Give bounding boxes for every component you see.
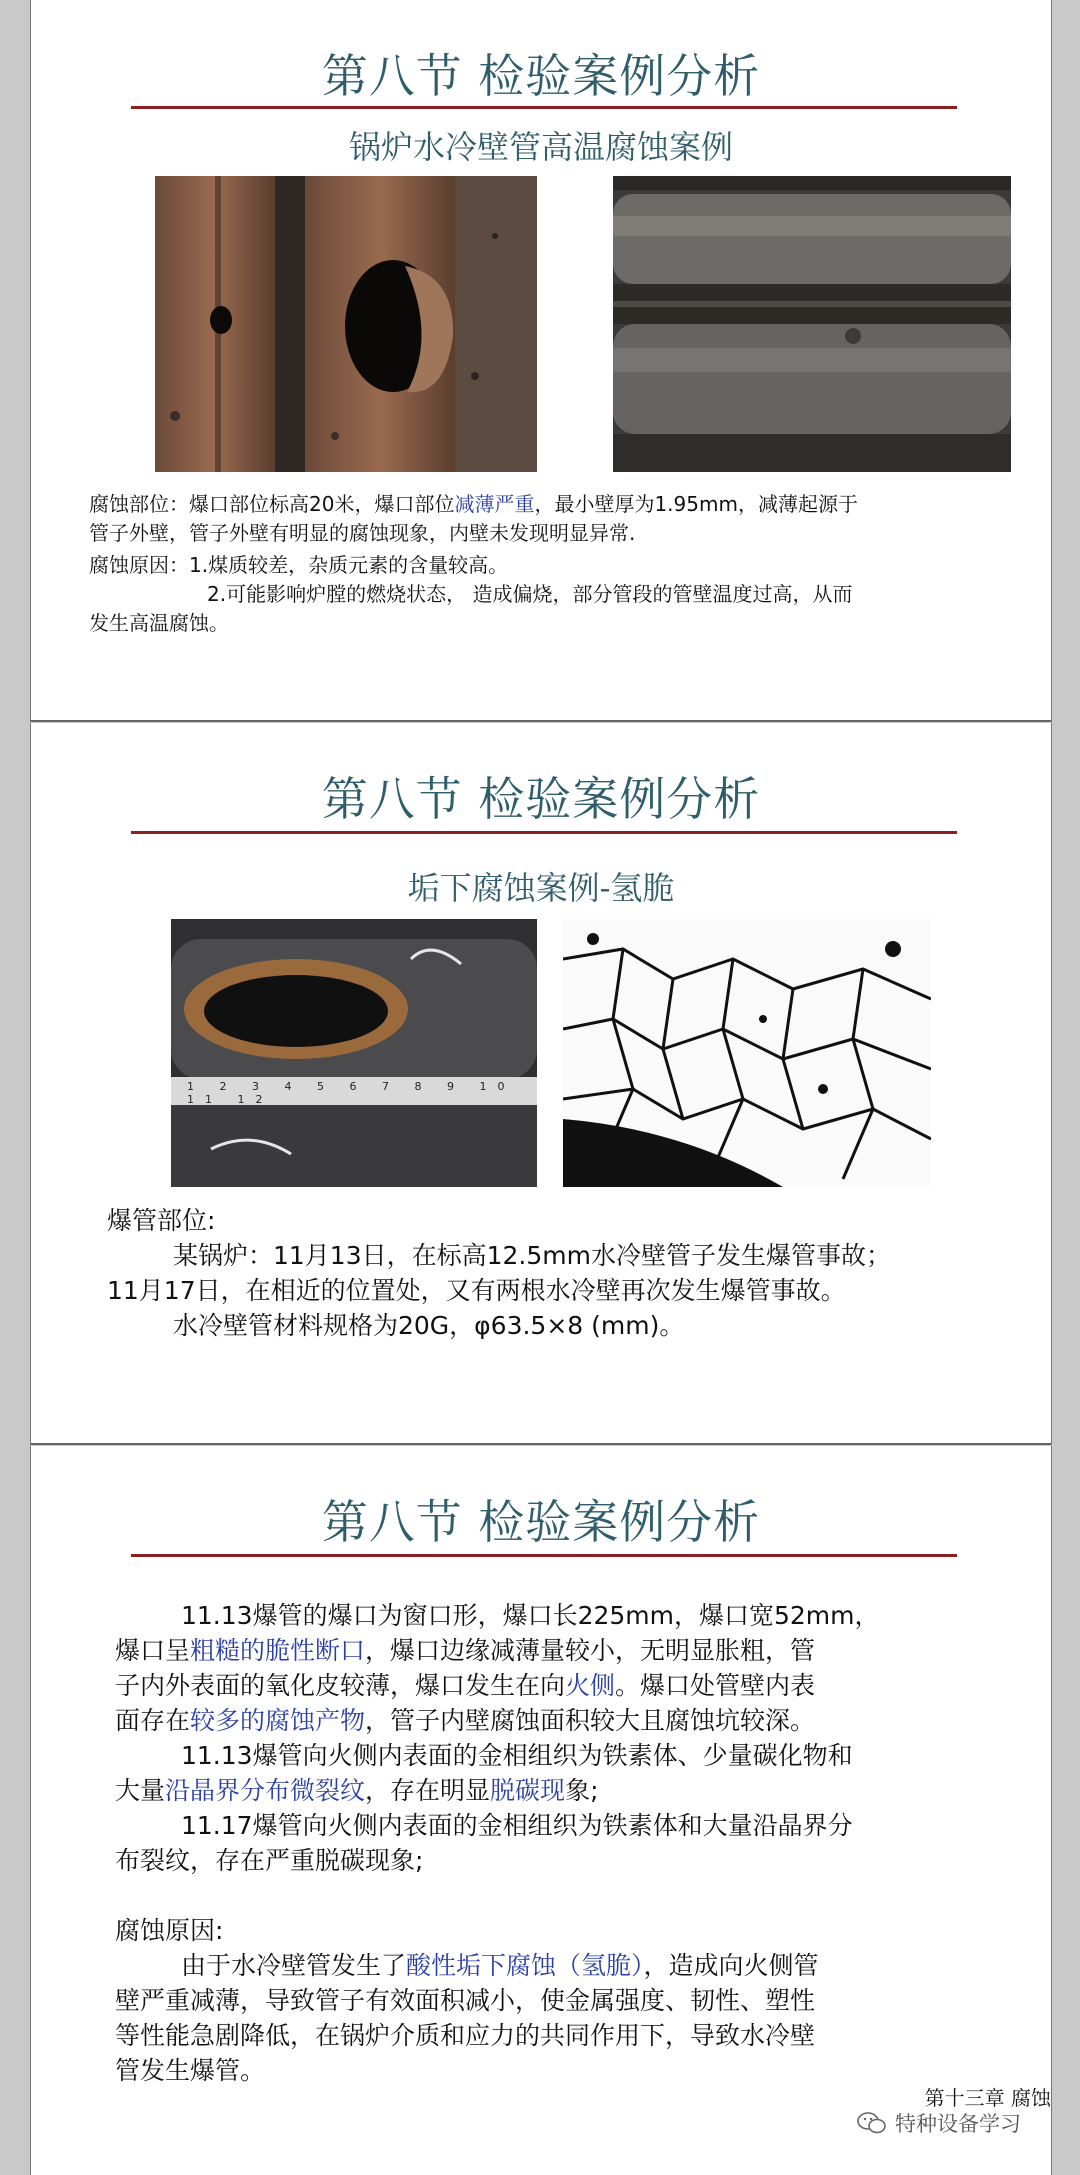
slide-title: 第八节 检验案例分析 — [321, 1495, 761, 1549]
cause-section — [115, 1913, 1035, 2088]
chapter-footer: 第十三章 腐蚀 — [924, 2086, 1051, 2110]
cause-line-d: 管发生爆管。 — [115, 2056, 266, 2085]
p1-c-post: 。爆口处管壁内表 — [615, 1671, 816, 1700]
corroded-tubes-photo — [613, 176, 1011, 472]
ruler-digits: 1 2 3 4 5 6 7 8 9 10 11 12 — [187, 1080, 516, 1106]
ruptured-tube-photo — [155, 176, 537, 472]
p3-line-b: 布裂纹，存在严重脱碳现象; — [115, 1846, 424, 1875]
p1-b-pre: 爆口呈 — [115, 1636, 191, 1665]
watermark-text: 特种设备学习 — [895, 2112, 1021, 2136]
p1-b-post: ，爆口边缘减薄量较小，无明显胀粗，管 — [365, 1636, 816, 1665]
p1-b-highlight: 粗糙的脆性断口 — [190, 1636, 366, 1665]
p2-line-b — [115, 1773, 1035, 1808]
p2-line-a: 11.13爆管向火侧内表面的金相组织为铁素体、少量碳化物和 — [181, 1741, 853, 1770]
loc-text-a: 腐蚀部位：爆口部位标高20米，爆口部位 — [89, 492, 455, 516]
corrosion-cause-text — [89, 551, 1039, 638]
cause-a-pre: 由于水冷壁管发生了 — [181, 1951, 407, 1980]
wechat-watermark — [857, 2108, 1021, 2138]
p1-line-a: 11.13爆管的爆口为窗口形，爆口长225mm，爆口宽52mm， — [181, 1601, 880, 1630]
p2-b-highlight: 沿晶界分布微裂纹 — [165, 1776, 366, 1805]
p1-line-b — [115, 1633, 1035, 1668]
p1-line-d — [115, 1703, 1035, 1738]
cause-a-post: ，造成向火侧管 — [643, 1951, 819, 1980]
slide-subtitle: 锅炉水冷壁管高温腐蚀案例 — [348, 128, 733, 166]
loc-text-c: 管子外壁，管子外壁有明显的腐蚀现象，内壁未发现明显异常. — [89, 521, 636, 545]
burst-line-2: 11月17日，在相近的位置处，又有两根水冷壁再次发生爆管事故。 — [107, 1276, 846, 1305]
burst-line-1: 某锅炉：11月13日，在标高12.5mm水冷壁管子发生爆管事故； — [173, 1241, 891, 1270]
cause-line-a — [115, 1948, 1035, 1983]
p1-line-c — [115, 1668, 1035, 1703]
wechat-icon — [857, 2111, 887, 2135]
cause-line-3: 发生高温腐蚀。 — [89, 611, 229, 635]
cause-label: 腐蚀原因: — [115, 1916, 224, 1945]
loc-text-b: ，最小壁厚为1.95mm，减薄起源于 — [534, 492, 858, 516]
burst-location-label: 爆管部位: — [107, 1206, 216, 1235]
p1-c-highlight: 火侧 — [565, 1671, 616, 1700]
slide-title: 第八节 检验案例分析 — [321, 49, 761, 103]
cause-line-1: 腐蚀原因：1.煤质较差，杂质元素的含量较高。 — [89, 553, 509, 577]
cause-line-c: 等性能急剧降低，在锅炉介质和应力的共同作用下，导致水冷壁 — [115, 2021, 816, 2050]
p2-b-mid: ，存在明显 — [365, 1776, 491, 1805]
loc-highlight: 减薄严重 — [454, 492, 535, 516]
p2-b-post: 象; — [565, 1776, 599, 1805]
title-divider — [131, 1554, 957, 1557]
burst-line-3: 水冷壁管材料规格为20G，φ63.5×8 (mm)。 — [173, 1311, 685, 1340]
microstructure-photo — [563, 919, 931, 1187]
p2-b-pre: 大量 — [115, 1776, 166, 1805]
slide-hydrogen-embrittlement — [30, 723, 1052, 1445]
p2-b-highlight-2: 脱碳现 — [490, 1776, 566, 1805]
p1-c-pre: 子内外表面的氧化皮较薄，爆口发生在向 — [115, 1671, 566, 1700]
p3-line-a: 11.17爆管向火侧内表面的金相组织为铁素体和大量沿晶界分 — [181, 1811, 853, 1840]
burst-location-text — [107, 1203, 1047, 1343]
slide-title: 第八节 检验案例分析 — [321, 772, 761, 826]
burst-tube-photo — [171, 919, 537, 1187]
analysis-paragraphs — [115, 1598, 1035, 1878]
slide-high-temp-corrosion — [30, 0, 1052, 722]
title-divider — [131, 831, 957, 834]
title-divider — [131, 106, 957, 109]
slide-analysis-conclusion — [30, 1446, 1052, 2175]
cause-line-2: 2.可能影响炉膛的燃烧状态， 造成偏烧，部分管段的管壁温度过高，从而 — [207, 582, 853, 606]
cause-line-b: 壁严重减薄，导致管子有效面积减小，使金属强度、韧性、塑性 — [115, 1986, 816, 2015]
cause-a-highlight: 酸性垢下腐蚀（氢脆） — [406, 1951, 644, 1980]
p1-d-highlight: 较多的腐蚀产物 — [190, 1706, 366, 1735]
p1-d-post: ，管子内壁腐蚀面积较大且腐蚀坑较深。 — [365, 1706, 816, 1735]
slide-subtitle: 垢下腐蚀案例-氢脆 — [407, 869, 675, 907]
p1-d-pre: 面存在 — [115, 1706, 191, 1735]
corrosion-location-text — [89, 490, 1039, 548]
